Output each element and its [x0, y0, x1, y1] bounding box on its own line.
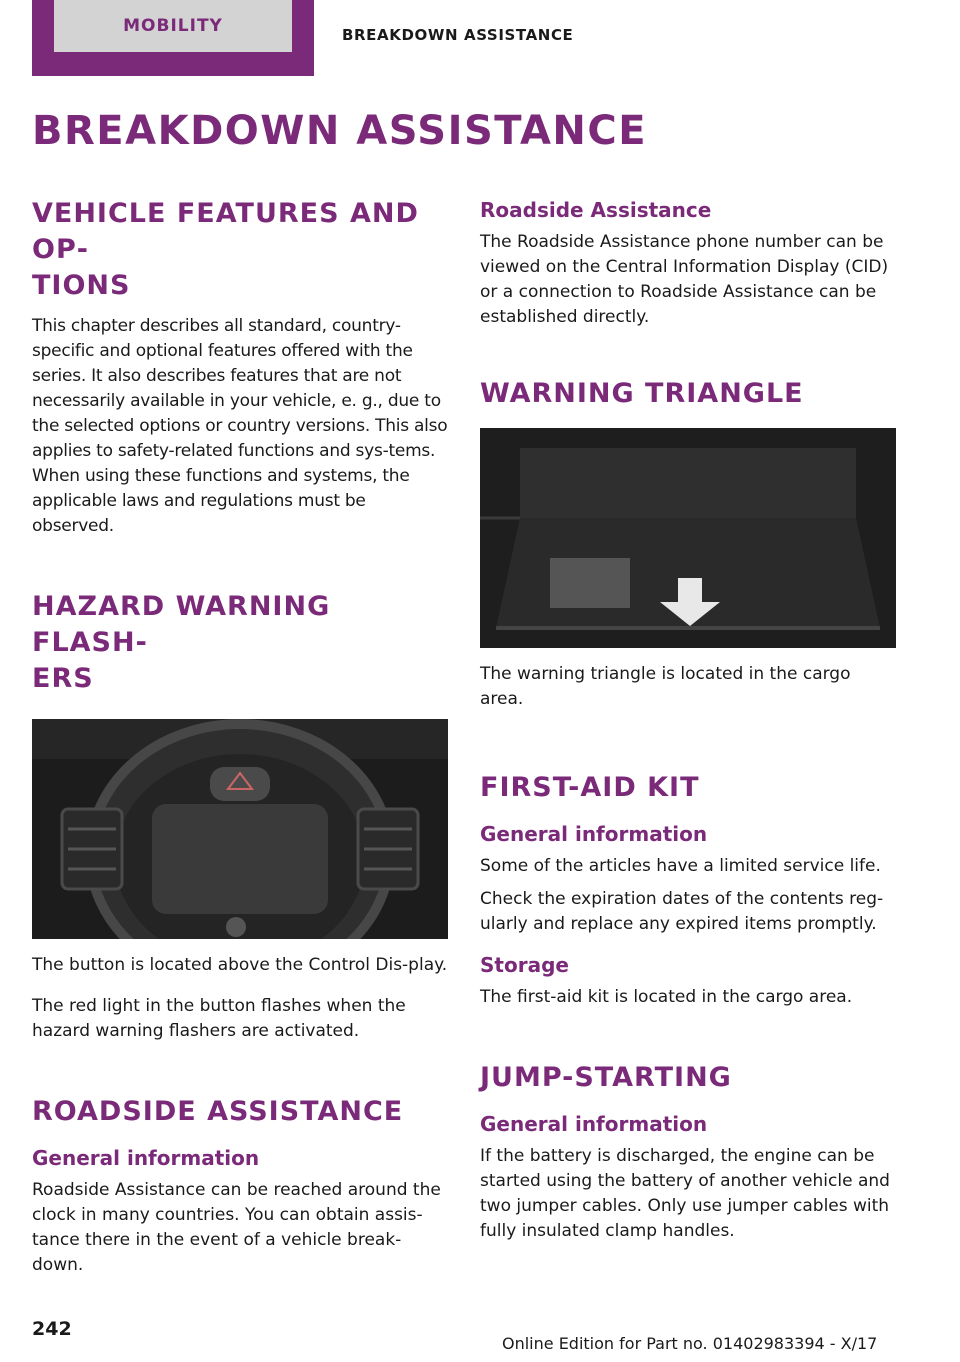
vehicle-features-body: This chapter describes all standard, country-specific and optional features offered with the series. It also describes features that are not necessarily available in your vehicle, e. g., due to the selected options or country versions. This also applies to safety-related functions and sys‐tems. When using these functions and systems, the applicable laws and regulations must be observed.: [32, 316, 448, 536]
hazard-caption-1: The button is located above the Control Dis‐play.: [32, 955, 448, 975]
page-number: 242: [32, 1318, 72, 1340]
first-aid-body-3: The first-aid kit is located in the cargo area.: [480, 987, 853, 1007]
hazard-heading: HAZARD WARNING FLASH‐ ERS: [32, 591, 331, 694]
left-column: [32, 196, 448, 1278]
warning-triangle-heading: WARNING TRIANGLE: [480, 378, 804, 409]
jump-starting-body: If the battery is discharged, the engine can be started using the battery of another vehicle and two jumper cables. Only use jumper cables with fully insulated clamp handles.: [480, 1146, 890, 1241]
roadside-assistance-body: The Roadside Assistance phone number can be viewed on the Central Information Display (CID) or a connection to Roadside Assistance can be established directly.: [480, 232, 889, 327]
first-aid-general-subheading: General information: [480, 822, 708, 846]
chapter-tab-label: MOBILITY: [54, 0, 292, 52]
vehicle-features-heading: VEHICLE FEATURES AND OP‐ TIONS: [32, 198, 419, 301]
dashboard-illustration: [32, 719, 448, 939]
chapter-tab: [32, 0, 314, 76]
jump-starting-heading: JUMP-STARTING: [480, 1062, 732, 1093]
first-aid-heading: FIRST-AID KIT: [480, 772, 700, 803]
edition-note: Online Edition for Part no. 01402983394 - X/17: [502, 1334, 878, 1353]
warning-triangle-image: [480, 428, 896, 648]
section-header: BREAKDOWN ASSISTANCE: [342, 26, 574, 44]
first-aid-body-1: Some of the articles have a limited service life.: [480, 856, 881, 876]
first-aid-body-2: Check the expiration dates of the contents reg‐ularly and replace any expired items promptly.: [480, 889, 884, 934]
hazard-button-image: [32, 719, 448, 939]
cargo-area-illustration: [480, 428, 896, 648]
warning-triangle-caption: The warning triangle is located in the cargo area.: [480, 664, 851, 709]
hazard-caption-2: The red light in the button flashes when the hazard warning flashers are activated.: [32, 996, 406, 1041]
jump-starting-subheading: General information: [480, 1112, 708, 1136]
roadside-general-subheading: General information: [32, 1146, 260, 1170]
right-column: [480, 196, 896, 1244]
roadside-general-body: Roadside Assistance can be reached around the clock in many countries. You can obtain assis‐tance there in the event of a vehicle break‐down.: [32, 1180, 441, 1275]
first-aid-storage-subheading: Storage: [480, 953, 569, 977]
page-title: BREAKDOWN ASSISTANCE: [32, 108, 648, 154]
roadside-heading: ROADSIDE ASSISTANCE: [32, 1096, 404, 1127]
roadside-assistance-subheading: Roadside Assistance: [480, 198, 712, 222]
